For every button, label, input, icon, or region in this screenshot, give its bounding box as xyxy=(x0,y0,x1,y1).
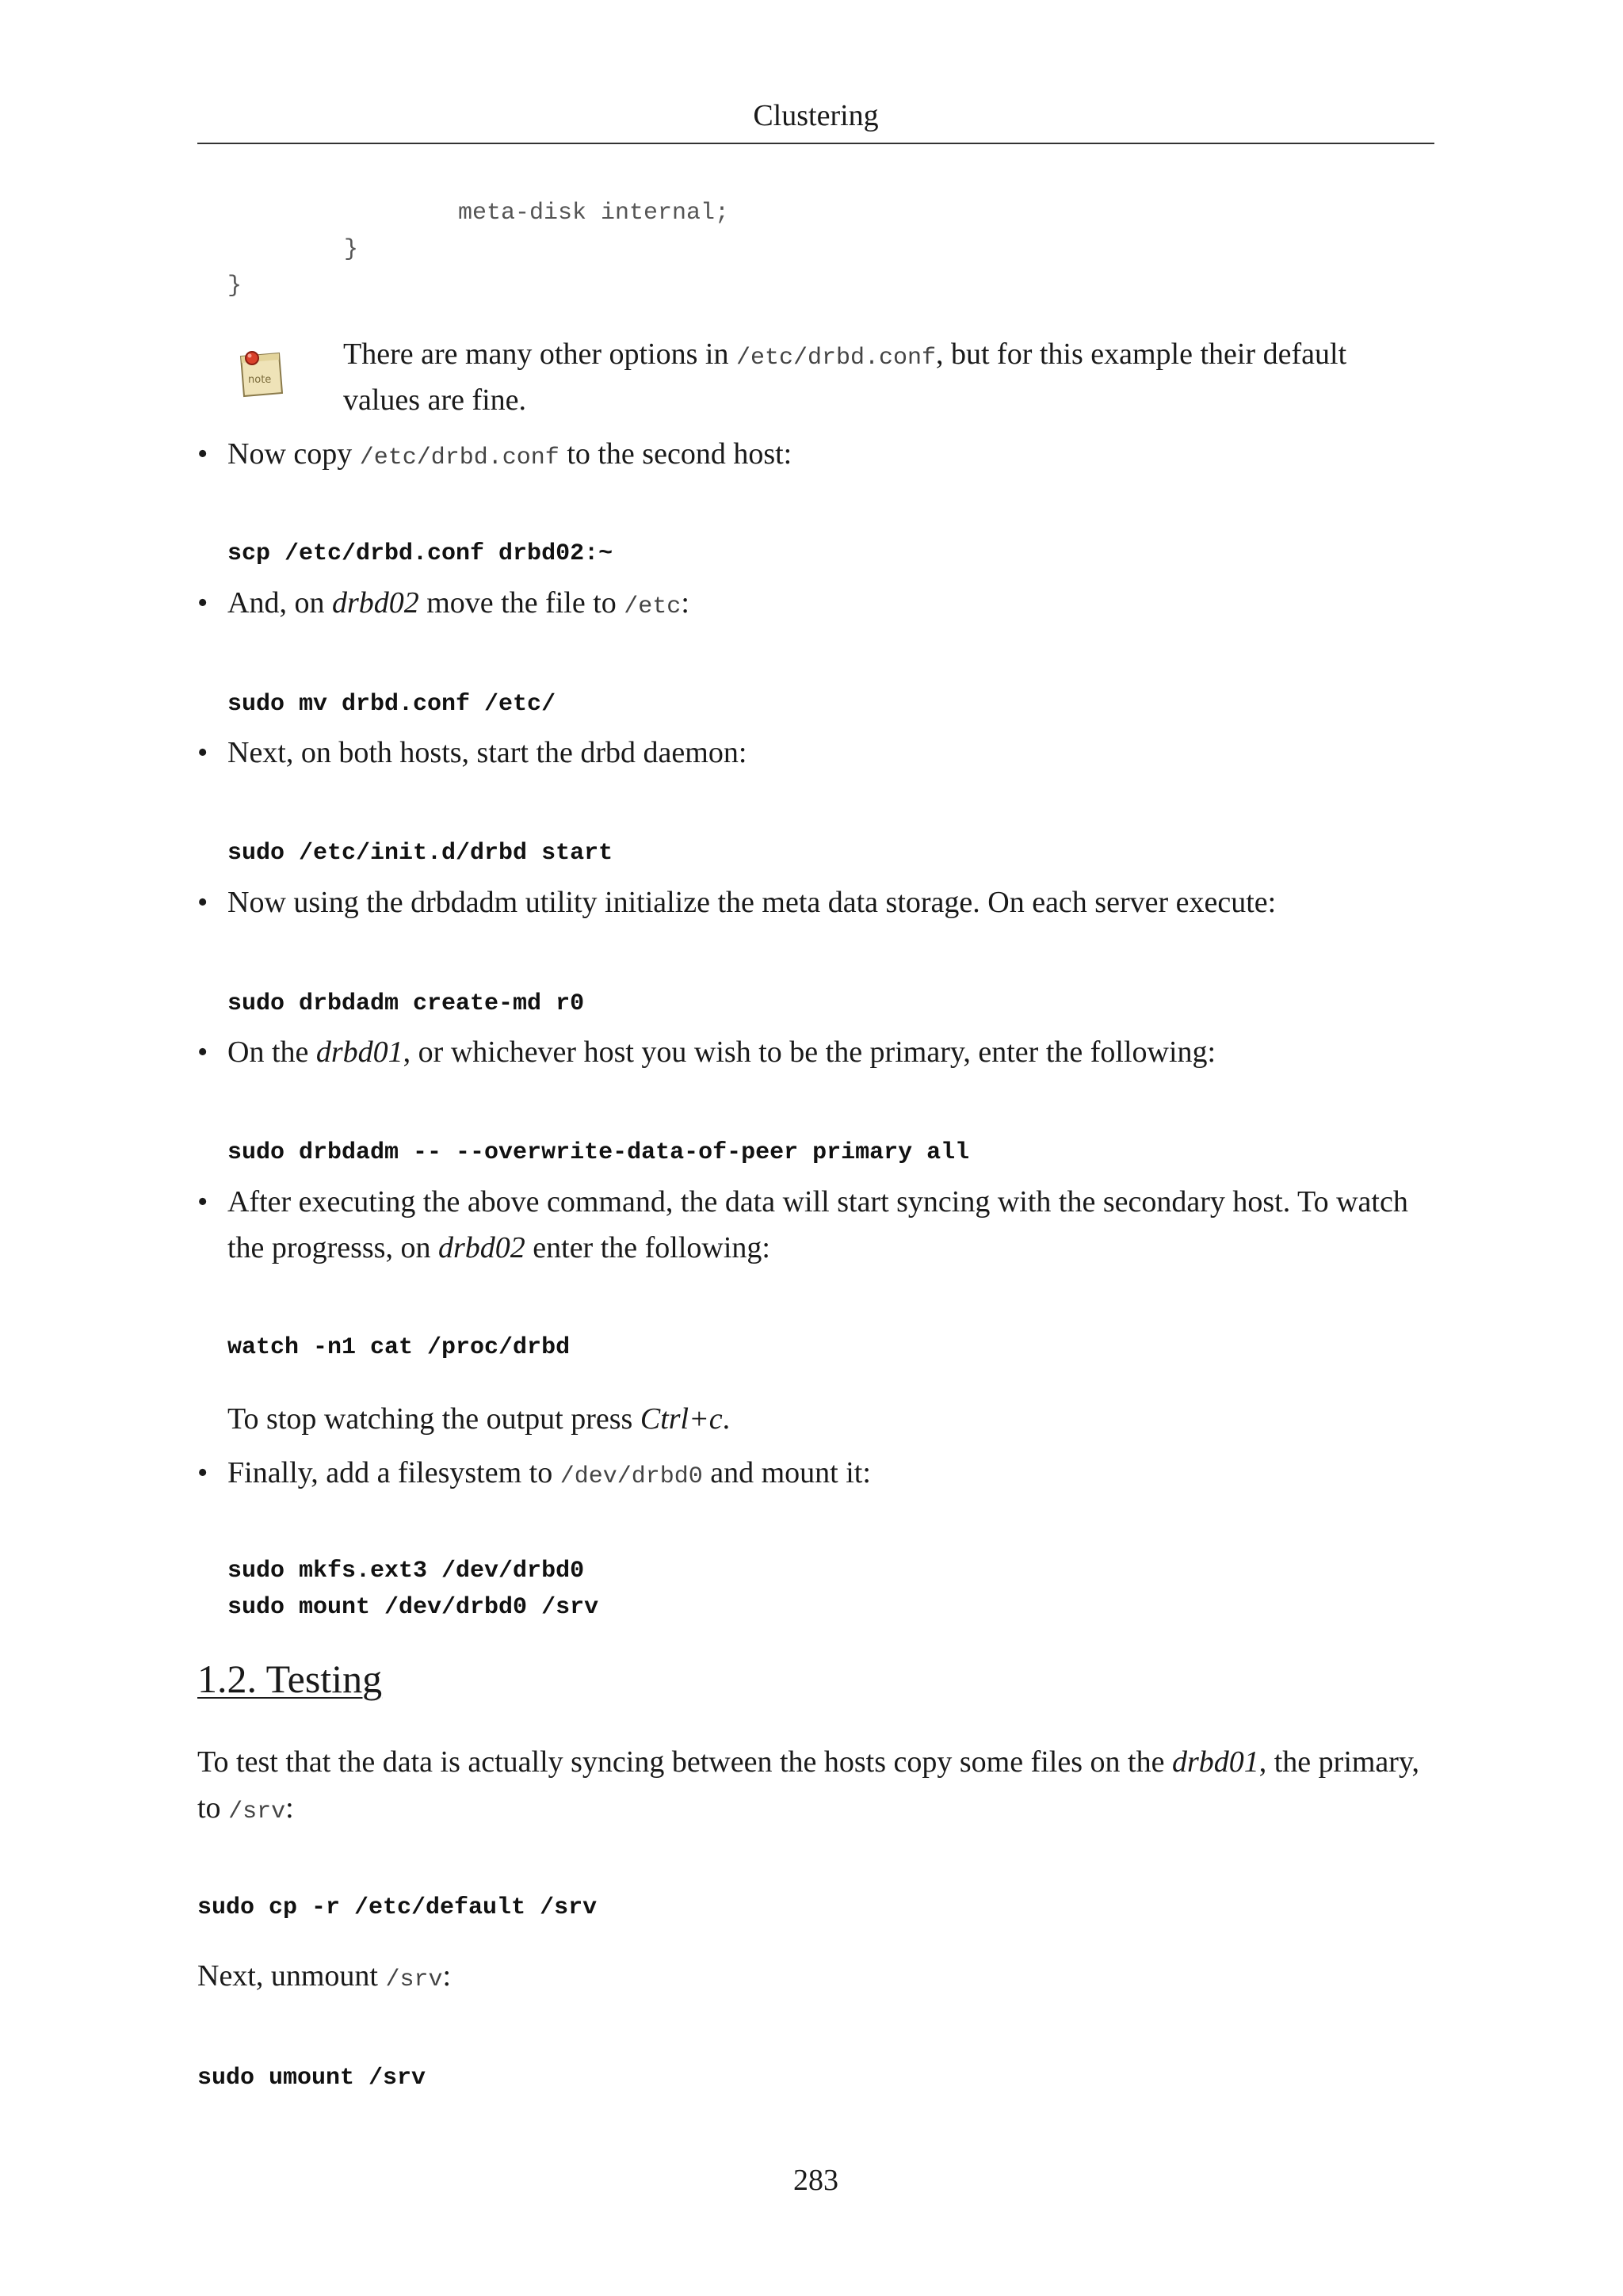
section-text: Next, unmount /srv: xyxy=(197,1959,452,1993)
bullet: • xyxy=(197,1456,208,1489)
code-line: } xyxy=(227,273,242,299)
bullet: • xyxy=(197,586,208,620)
note-text-line2: values are fine. xyxy=(343,383,527,417)
bullet: • xyxy=(197,437,208,471)
page-number: 283 xyxy=(793,2164,838,2197)
code-line: meta-disk internal; xyxy=(458,200,730,227)
note-icon xyxy=(236,349,285,401)
inline-path: /srv xyxy=(228,1798,286,1825)
command-line: scp /etc/drbd.conf drbd02:~ xyxy=(227,540,613,567)
bullet: • xyxy=(197,886,208,919)
command-line: watch -n1 cat /proc/drbd xyxy=(227,1334,571,1361)
list-item: And, on drbd02 move the file to /etc: xyxy=(227,586,689,620)
list-item: After executing the above command, the data will start syncing with the secondary host. To watch xyxy=(227,1185,1408,1219)
inline-path: /etc xyxy=(624,593,682,620)
running-header: Clustering xyxy=(753,99,879,132)
bullet: • xyxy=(197,736,208,769)
inline-path: /etc/drbd.conf xyxy=(735,345,936,372)
list-item: Now using the drbdadm utility initialize the meta data storage. On each server execute: xyxy=(227,886,1277,919)
list-item-followup: To stop watching the output press Ctrl+c. xyxy=(227,1402,731,1436)
command-line: sudo mv drbd.conf /etc/ xyxy=(227,691,556,718)
bullet: • xyxy=(197,1185,208,1219)
section-heading: 1.2. Testing xyxy=(197,1657,383,1701)
header-divider xyxy=(197,143,1434,144)
note-text: There are many other options in /etc/drbd.conf, but for this example their default xyxy=(343,338,1347,372)
command-line: sudo mkfs.ext3 /dev/drbd0 xyxy=(227,1558,585,1585)
section-intro: To test that the data is actually syncing between the hosts copy some files on the drbd01, the primary, xyxy=(197,1745,1419,1779)
bullet: • xyxy=(197,1035,208,1069)
inline-path: /dev/drbd0 xyxy=(559,1463,703,1490)
command-line: sudo /etc/init.d/drbd start xyxy=(227,840,613,867)
list-item: Next, on both hosts, start the drbd daemon: xyxy=(227,736,747,769)
command-line: sudo drbdadm create-md r0 xyxy=(227,990,585,1017)
list-item: Now copy /etc/drbd.conf to the second host: xyxy=(227,437,792,471)
inline-path: /etc/drbd.conf xyxy=(359,444,559,471)
list-item-line2: the progresss, on drbd02 enter the following: xyxy=(227,1231,770,1264)
code-line: } xyxy=(344,236,359,263)
list-item: On the drbd01, or whichever host you wish to be the primary, enter the following: xyxy=(227,1035,1216,1069)
inline-path: /srv xyxy=(385,1966,443,1993)
svg-text:note: note xyxy=(248,374,272,386)
command-line: sudo drbdadm -- --overwrite-data-of-peer primary all xyxy=(227,1139,970,1166)
section-intro-line2: to /srv: xyxy=(197,1791,294,1825)
command-line: sudo mount /dev/drbd0 /srv xyxy=(227,1594,599,1621)
list-item: Finally, add a filesystem to /dev/drbd0 and mount it: xyxy=(227,1456,871,1490)
command-line: sudo umount /srv xyxy=(197,2065,426,2092)
command-line: sudo cp -r /etc/default /srv xyxy=(197,1894,598,1921)
